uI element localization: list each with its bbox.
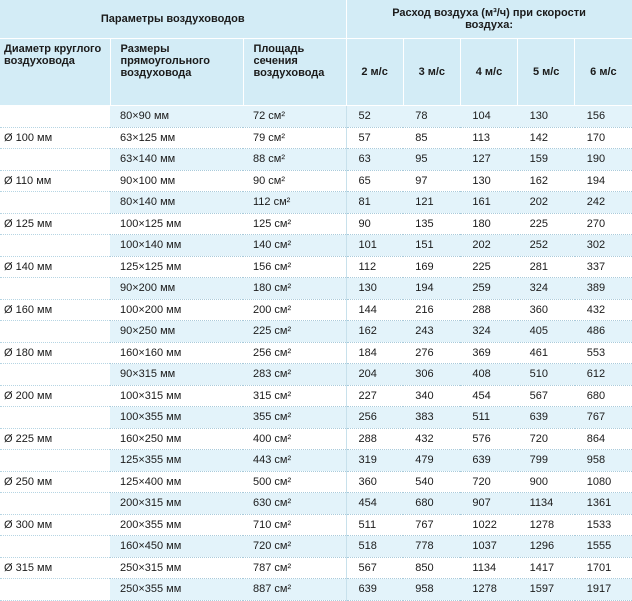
table-row [0,127,632,149]
cell-rect-size: 90×200 мм [110,278,243,300]
cell-area: 283 см² [243,364,346,386]
table-row [0,471,632,493]
cell-airflow-6ms: 553 [575,342,632,364]
cell-airflow-4ms: 104 [460,106,517,128]
table-row [0,342,632,364]
cell-airflow-4ms: 225 [460,256,517,278]
header-speed-2: 2 м/с [346,39,403,106]
cell-rect-size: 100×355 мм [110,407,243,429]
cell-airflow-5ms: 405 [518,321,575,343]
table-row [0,493,632,515]
cell-area: 720 см² [243,536,346,558]
cell-airflow-2ms: 567 [346,557,403,579]
cell-rect-size: 63×140 мм [110,149,243,171]
cell-airflow-5ms: 567 [518,385,575,407]
cell-rect-size: 250×315 мм [110,557,243,579]
cell-diameter [0,192,110,214]
cell-rect-size: 80×90 мм [110,106,243,128]
cell-airflow-3ms: 169 [403,256,460,278]
cell-airflow-5ms: 324 [518,278,575,300]
cell-airflow-2ms: 90 [346,213,403,235]
cell-airflow-5ms: 159 [518,149,575,171]
cell-airflow-3ms: 151 [403,235,460,257]
cell-airflow-6ms: 1555 [575,536,632,558]
cell-diameter [0,278,110,300]
table-row [0,299,632,321]
cell-airflow-4ms: 130 [460,170,517,192]
cell-diameter: Ø 225 мм [0,428,110,450]
cell-airflow-4ms: 288 [460,299,517,321]
cell-diameter: Ø 140 мм [0,256,110,278]
cell-rect-size: 63×125 мм [110,127,243,149]
cell-airflow-2ms: 162 [346,321,403,343]
cell-area: 88 см² [243,149,346,171]
cell-airflow-4ms: 1278 [460,579,517,601]
cell-airflow-6ms: 170 [575,127,632,149]
cell-airflow-3ms: 78 [403,106,460,128]
cell-diameter [0,321,110,343]
header-group-airflow: Расход воздуха (м³/ч) при скорости воздуха: [346,0,632,39]
cell-airflow-3ms: 276 [403,342,460,364]
cell-rect-size: 160×160 мм [110,342,243,364]
cell-airflow-6ms: 302 [575,235,632,257]
cell-airflow-5ms: 252 [518,235,575,257]
cell-airflow-3ms: 216 [403,299,460,321]
cell-airflow-3ms: 958 [403,579,460,601]
cell-airflow-6ms: 1701 [575,557,632,579]
cell-airflow-3ms: 383 [403,407,460,429]
cell-area: 140 см² [243,235,346,257]
cell-airflow-6ms: 242 [575,192,632,214]
cell-diameter [0,407,110,429]
cell-diameter [0,450,110,472]
cell-airflow-6ms: 486 [575,321,632,343]
cell-area: 90 см² [243,170,346,192]
cell-diameter [0,106,110,128]
cell-airflow-5ms: 461 [518,342,575,364]
cell-airflow-6ms: 337 [575,256,632,278]
cell-rect-size: 250×355 мм [110,579,243,601]
header-speed-4: 4 м/с [460,39,517,106]
cell-rect-size: 80×140 мм [110,192,243,214]
cell-airflow-2ms: 52 [346,106,403,128]
cell-rect-size: 100×125 мм [110,213,243,235]
table-row [0,536,632,558]
table-row [0,256,632,278]
cell-airflow-5ms: 510 [518,364,575,386]
header-diameter: Диаметр круглого воздуховода [0,39,110,106]
cell-airflow-2ms: 454 [346,493,403,515]
cell-area: 180 см² [243,278,346,300]
cell-airflow-2ms: 256 [346,407,403,429]
cell-diameter [0,235,110,257]
cell-airflow-5ms: 1597 [518,579,575,601]
cell-airflow-4ms: 180 [460,213,517,235]
cell-area: 315 см² [243,385,346,407]
header-speed-5: 5 м/с [518,39,575,106]
cell-airflow-5ms: 639 [518,407,575,429]
cell-airflow-2ms: 57 [346,127,403,149]
cell-airflow-4ms: 1022 [460,514,517,536]
cell-airflow-5ms: 130 [518,106,575,128]
cell-airflow-2ms: 63 [346,149,403,171]
cell-airflow-6ms: 190 [575,149,632,171]
header-group-duct-params: Параметры воздуховодов [0,0,346,39]
table-row [0,170,632,192]
cell-airflow-4ms: 1037 [460,536,517,558]
cell-airflow-3ms: 340 [403,385,460,407]
table-row [0,278,632,300]
table-row [0,149,632,171]
cell-diameter: Ø 125 мм [0,213,110,235]
cell-area: 200 см² [243,299,346,321]
cell-airflow-6ms: 1361 [575,493,632,515]
header-speed-3: 3 м/с [403,39,460,106]
cell-airflow-5ms: 360 [518,299,575,321]
table-row [0,385,632,407]
cell-airflow-2ms: 65 [346,170,403,192]
cell-diameter: Ø 160 мм [0,299,110,321]
cell-airflow-5ms: 1296 [518,536,575,558]
cell-airflow-4ms: 1134 [460,557,517,579]
table-row [0,192,632,214]
cell-airflow-5ms: 900 [518,471,575,493]
cell-airflow-4ms: 720 [460,471,517,493]
table-row [0,106,632,128]
cell-airflow-3ms: 479 [403,450,460,472]
cell-rect-size: 100×200 мм [110,299,243,321]
cell-airflow-5ms: 225 [518,213,575,235]
cell-airflow-2ms: 518 [346,536,403,558]
cell-rect-size: 90×250 мм [110,321,243,343]
cell-rect-size: 200×355 мм [110,514,243,536]
table-header [0,0,632,106]
table-row [0,364,632,386]
header-area: Площадь сечения воздуховода [243,39,346,106]
cell-area: 225 см² [243,321,346,343]
cell-airflow-2ms: 639 [346,579,403,601]
cell-airflow-3ms: 85 [403,127,460,149]
cell-area: 72 см² [243,106,346,128]
cell-area: 79 см² [243,127,346,149]
cell-airflow-6ms: 1080 [575,471,632,493]
cell-area: 355 см² [243,407,346,429]
header-rect-size: Размеры прямоугольного воздуховода [110,39,243,106]
cell-airflow-4ms: 907 [460,493,517,515]
cell-airflow-6ms: 612 [575,364,632,386]
cell-airflow-2ms: 511 [346,514,403,536]
table-row [0,579,632,601]
table-row [0,514,632,536]
cell-diameter [0,493,110,515]
cell-airflow-6ms: 958 [575,450,632,472]
cell-airflow-4ms: 639 [460,450,517,472]
header-speed-6: 6 м/с [575,39,632,106]
cell-airflow-2ms: 204 [346,364,403,386]
cell-rect-size: 160×450 мм [110,536,243,558]
cell-airflow-3ms: 306 [403,364,460,386]
table-body [0,106,632,601]
cell-airflow-2ms: 130 [346,278,403,300]
cell-area: 787 см² [243,557,346,579]
cell-airflow-2ms: 227 [346,385,403,407]
cell-airflow-5ms: 720 [518,428,575,450]
cell-airflow-2ms: 112 [346,256,403,278]
cell-airflow-4ms: 202 [460,235,517,257]
cell-airflow-2ms: 101 [346,235,403,257]
cell-area: 156 см² [243,256,346,278]
cell-airflow-6ms: 1533 [575,514,632,536]
cell-airflow-4ms: 369 [460,342,517,364]
cell-airflow-5ms: 799 [518,450,575,472]
cell-airflow-4ms: 408 [460,364,517,386]
cell-airflow-6ms: 1917 [575,579,632,601]
cell-diameter [0,364,110,386]
cell-airflow-3ms: 121 [403,192,460,214]
cell-airflow-6ms: 432 [575,299,632,321]
cell-rect-size: 100×140 мм [110,235,243,257]
cell-diameter: Ø 100 мм [0,127,110,149]
cell-area: 500 см² [243,471,346,493]
cell-airflow-4ms: 113 [460,127,517,149]
cell-diameter: Ø 180 мм [0,342,110,364]
cell-airflow-3ms: 194 [403,278,460,300]
cell-airflow-3ms: 243 [403,321,460,343]
cell-airflow-5ms: 162 [518,170,575,192]
cell-rect-size: 125×355 мм [110,450,243,472]
cell-airflow-2ms: 81 [346,192,403,214]
cell-airflow-4ms: 511 [460,407,517,429]
cell-rect-size: 90×315 мм [110,364,243,386]
table-row [0,235,632,257]
cell-airflow-3ms: 767 [403,514,460,536]
cell-airflow-2ms: 319 [346,450,403,472]
cell-airflow-5ms: 202 [518,192,575,214]
cell-diameter: Ø 110 мм [0,170,110,192]
cell-airflow-3ms: 778 [403,536,460,558]
cell-airflow-4ms: 127 [460,149,517,171]
cell-airflow-6ms: 864 [575,428,632,450]
cell-airflow-5ms: 281 [518,256,575,278]
table-row [0,428,632,450]
cell-airflow-6ms: 767 [575,407,632,429]
cell-airflow-4ms: 576 [460,428,517,450]
cell-airflow-2ms: 144 [346,299,403,321]
cell-diameter: Ø 250 мм [0,471,110,493]
cell-airflow-3ms: 135 [403,213,460,235]
cell-area: 887 см² [243,579,346,601]
cell-area: 710 см² [243,514,346,536]
cell-rect-size: 125×125 мм [110,256,243,278]
cell-airflow-3ms: 97 [403,170,460,192]
cell-area: 256 см² [243,342,346,364]
table-row [0,450,632,472]
cell-diameter: Ø 300 мм [0,514,110,536]
cell-airflow-3ms: 850 [403,557,460,579]
table-row [0,557,632,579]
cell-area: 400 см² [243,428,346,450]
cell-rect-size: 160×250 мм [110,428,243,450]
cell-area: 112 см² [243,192,346,214]
cell-airflow-4ms: 259 [460,278,517,300]
cell-rect-size: 90×100 мм [110,170,243,192]
cell-rect-size: 200×315 мм [110,493,243,515]
cell-diameter [0,149,110,171]
cell-airflow-4ms: 324 [460,321,517,343]
cell-diameter [0,536,110,558]
cell-airflow-4ms: 454 [460,385,517,407]
table-row [0,213,632,235]
cell-diameter: Ø 315 мм [0,557,110,579]
cell-airflow-3ms: 432 [403,428,460,450]
table-row [0,407,632,429]
cell-airflow-2ms: 184 [346,342,403,364]
cell-rect-size: 125×400 мм [110,471,243,493]
cell-airflow-4ms: 161 [460,192,517,214]
cell-rect-size: 100×315 мм [110,385,243,407]
cell-airflow-6ms: 156 [575,106,632,128]
cell-airflow-5ms: 1134 [518,493,575,515]
cell-airflow-6ms: 270 [575,213,632,235]
cell-diameter: Ø 200 мм [0,385,110,407]
cell-airflow-5ms: 142 [518,127,575,149]
cell-airflow-5ms: 1417 [518,557,575,579]
table-row [0,321,632,343]
cell-airflow-3ms: 540 [403,471,460,493]
cell-area: 443 см² [243,450,346,472]
cell-airflow-2ms: 360 [346,471,403,493]
cell-airflow-3ms: 95 [403,149,460,171]
cell-airflow-6ms: 389 [575,278,632,300]
cell-airflow-3ms: 680 [403,493,460,515]
cell-airflow-2ms: 288 [346,428,403,450]
cell-area: 630 см² [243,493,346,515]
cell-airflow-6ms: 680 [575,385,632,407]
cell-airflow-6ms: 194 [575,170,632,192]
cell-area: 125 см² [243,213,346,235]
cell-airflow-5ms: 1278 [518,514,575,536]
cell-diameter [0,579,110,601]
